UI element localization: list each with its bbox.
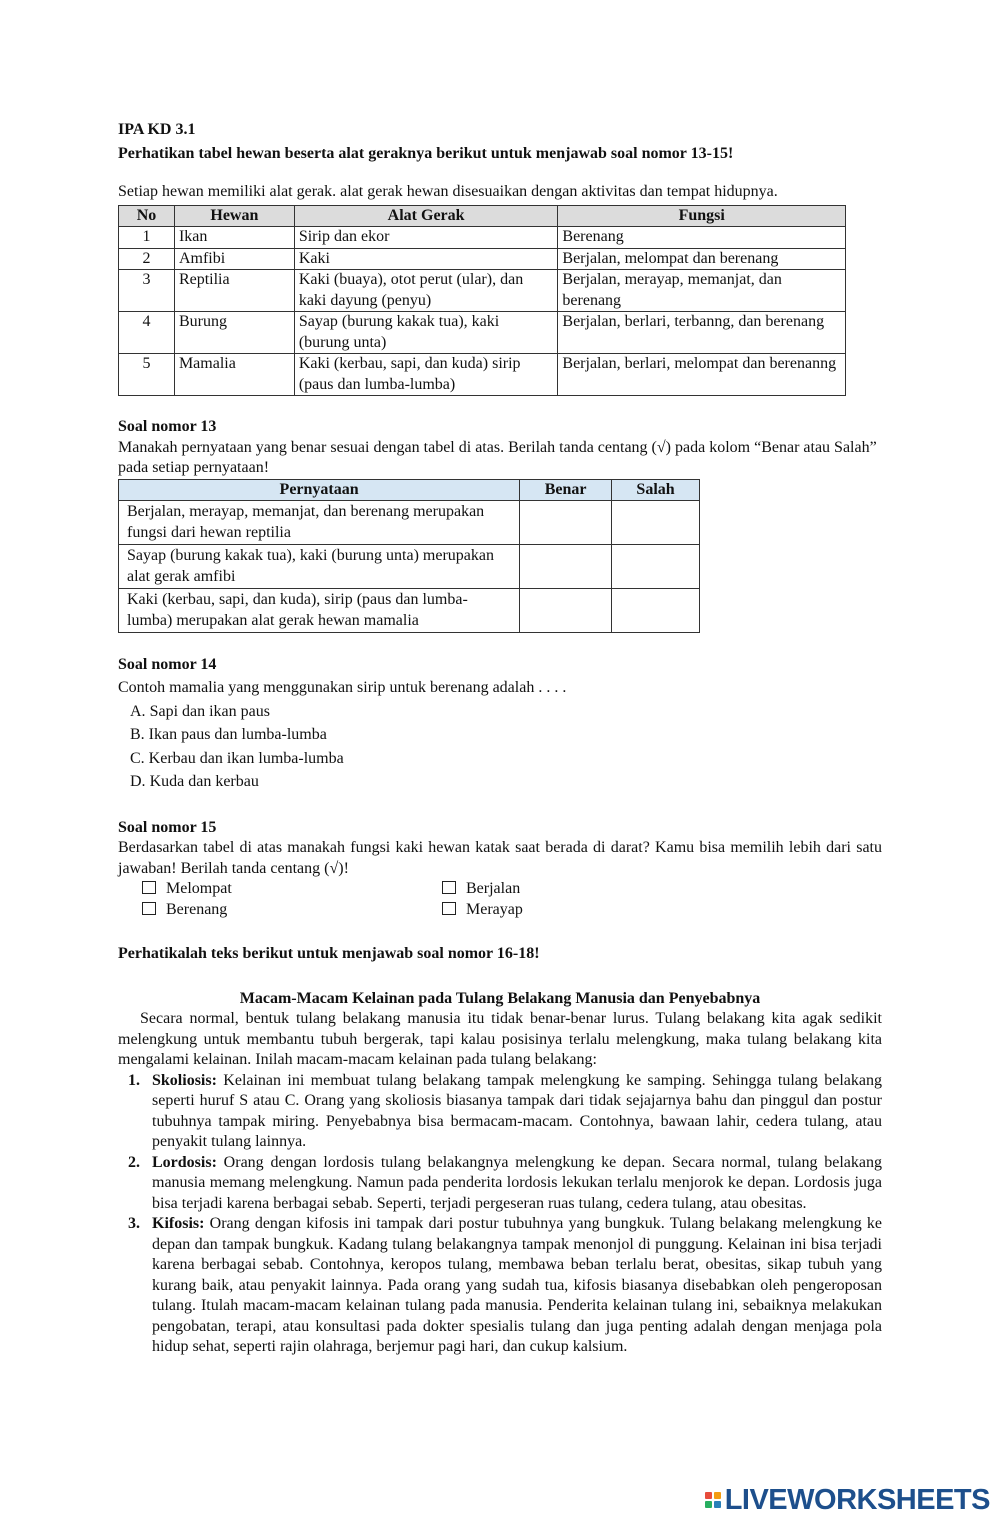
option-b[interactable] <box>130 723 882 747</box>
list-text: Orang dengan kifosis ini tampak dari postur tubuhnya yang bungkuk. Tulang belakang melengkung ke depan dan tampak bungkuk. Kadang tulang belakangnya tampak menonjol di punggung. Kelainan ini bisa terjadi karena berbagai sebab. Contohnya, keropos tulang, membawa beban terlalu berat, obesitas, sikap tubuh yang kurang baik, atau penyakit lainnya. Pada orang yang sudah tua, kifosis biasanya disebabkan oleh pengeroposan tulang. Itulah macam-macam kelainan tulang pada manusia. Penderita kelainan tulang ini, sebaiknya melakukan pengobatan, terapi, atau konsultasi pada dokter spesialis tulang dan juga penting adalah dengan menjaga pola hidup sehat, seperti rajin olahraga, berjemur pagi hari, dan cukup kalsium. <box>152 1215 882 1355</box>
cell-hewan: Burung <box>174 312 294 354</box>
option-a[interactable] <box>130 700 882 724</box>
soal14-title: Soal nomor 14 <box>118 656 217 673</box>
choice-label: Berjalan <box>466 880 521 897</box>
checkbox-icon[interactable] <box>142 902 156 915</box>
statement-row <box>119 501 700 545</box>
benar-answer-cell[interactable] <box>520 545 612 589</box>
header-no: No <box>119 205 175 227</box>
statement-text: Berjalan, merayap, memanjat, dan berenang merupakan fungsi dari hewan reptilia <box>119 501 520 545</box>
choice-berenang[interactable] <box>142 900 442 921</box>
list-term: Skoliosis: <box>152 1071 217 1089</box>
cell-fungsi: Berjalan, berlari, melompat dan berenanng <box>558 354 846 396</box>
table-header-row <box>119 205 846 227</box>
cell-hewan: Reptilia <box>174 270 294 312</box>
checkbox-icon[interactable] <box>142 881 156 894</box>
cell-alat: Kaki <box>294 248 558 270</box>
soal14-text: Contoh mamalia yang menggunakan sirip untuk berenang adalah . . . . <box>118 678 567 696</box>
salah-answer-cell[interactable] <box>612 545 700 589</box>
soal13-title: Soal nomor 13 <box>118 418 217 435</box>
statement-table <box>118 479 700 634</box>
soal13-text: Manakah pernyataan yang benar sesuai dengan tabel di atas. Berilah tanda centang (√) pada kolom “Benar atau Salah” pada setiap pernyataan! <box>118 438 877 476</box>
benar-answer-cell[interactable] <box>520 589 612 633</box>
choice-melompat[interactable] <box>142 879 442 900</box>
intro-text: Setiap hewan memiliki alat gerak. alat gerak hewan disesuaikan dengan aktivitas dan tempat hidupnya. <box>118 183 778 200</box>
list-item <box>118 1214 882 1358</box>
cell-no: 5 <box>119 354 175 396</box>
header-hewan: Hewan <box>174 205 294 227</box>
animal-table <box>118 205 846 397</box>
table-row <box>119 354 846 396</box>
header-fungsi: Fungsi <box>558 205 846 227</box>
list-number: 3. <box>128 1215 140 1232</box>
cell-no: 4 <box>119 312 175 354</box>
list-term: Kifosis: <box>152 1215 205 1232</box>
checkbox-icon[interactable] <box>442 881 456 894</box>
list-number: 1. <box>128 1071 140 1089</box>
cell-fungsi: Berjalan, melompat dan berenang <box>558 248 846 270</box>
list-text: Kelainan ini membuat tulang belakang tampak melengkung ke samping. Sehingga tulang belakang seperti huruf S atau C. Orang yang skoliosis biasanya tampak dari tidak sejajarnya bahu dan pinggul dan postur tubuhnya tampak miring. Penyebabnya bisa bermacam-macam. Contohnya, bawaan lahir, cedera tulang, atau penyakit tulang lainnya. <box>152 1071 882 1150</box>
statement-text: Sayap (burung kakak tua), kaki (burung unta) merupakan alat gerak amfibi <box>119 545 520 589</box>
cell-hewan: Mamalia <box>174 354 294 396</box>
cell-fungsi: Berjalan, berlari, terbanng, dan berenang <box>558 312 846 354</box>
list-item <box>118 1153 882 1215</box>
salah-answer-cell[interactable] <box>612 501 700 545</box>
cell-fungsi: Berenang <box>558 227 846 249</box>
cell-alat: Kaki (kerbau, sapi, dan kuda) sirip (paus dan lumba-lumba) <box>294 354 558 396</box>
list-number: 2. <box>128 1153 140 1171</box>
choice-merayap[interactable] <box>442 900 742 921</box>
option-letter: A. <box>130 702 146 720</box>
reading-list <box>118 1071 882 1358</box>
statement-row <box>119 545 700 589</box>
worksheet-page <box>118 120 882 1358</box>
cell-hewan: Ikan <box>174 227 294 249</box>
checkbox-icon[interactable] <box>442 902 456 915</box>
liveworksheets-logo <box>705 1484 990 1516</box>
cell-fungsi: Berjalan, merayap, memanjat, dan berenang <box>558 270 846 312</box>
table-row <box>119 312 846 354</box>
cell-alat: Sayap (burung kakak tua), kaki (burung unta) <box>294 312 558 354</box>
option-letter: D. <box>130 773 146 790</box>
table-row <box>119 227 846 249</box>
list-text: Orang dengan lordosis tulang belakangnya melengkung ke depan. Secara normal, tulang belakang manusia memang melengkung. Namun pada penderita lordosis lekukan terlalu menjorok ke depan. Lordosis juga bisa terjadi karena berbagai sebab. Seperti, terjadi pergeseran ruas tulang, cedera tulang, atau obesitas. <box>152 1153 882 1212</box>
choice-label: Berenang <box>166 900 228 918</box>
option-text: Kerbau dan ikan lumba-lumba <box>148 749 344 767</box>
cell-no: 1 <box>119 227 175 249</box>
soal14-options <box>130 700 882 794</box>
choice-label: Merayap <box>466 900 523 918</box>
cell-alat: Kaki (buaya), otot perut (ular), dan kaki dayung (penyu) <box>294 270 558 312</box>
list-item <box>118 1071 882 1153</box>
soal15-choices <box>142 879 882 920</box>
statement-text: Kaki (kerbau, sapi, dan kuda), sirip (paus dan lumba-lumba) merupakan alat gerak hewan mamalia <box>119 589 520 633</box>
soal15-title: Soal nomor 15 <box>118 818 217 836</box>
header-alat-gerak: Alat Gerak <box>294 205 558 227</box>
cell-hewan: Amfibi <box>174 248 294 270</box>
statement-row <box>119 589 700 633</box>
reading-title: Macam-Macam Kelainan pada Tulang Belakang Manusia dan Penyebabnya <box>239 989 761 1007</box>
logo-text: LIVEWORKSHEETS <box>724 1484 990 1516</box>
cell-alat: Sirip dan ekor <box>294 227 558 249</box>
cell-no: 2 <box>119 248 175 270</box>
benar-answer-cell[interactable] <box>520 501 612 545</box>
option-text: Kuda dan kerbau <box>149 773 259 790</box>
instruction-heading: Perhatikan tabel hewan beserta alat geraknya berikut untuk menjawab soal nomor 13-15! <box>118 144 734 162</box>
choice-label: Melompat <box>166 880 232 897</box>
table-row <box>119 248 846 270</box>
choice-berjalan[interactable] <box>442 879 742 900</box>
option-letter: C. <box>130 749 145 767</box>
statement-header-row <box>119 479 700 501</box>
reading-intro: Secara normal, bentuk tulang belakang manusia itu tidak benar-benar lurus. Tulang belakang kita agak sedikit melengkung untuk membantu tubuh bergerak, tapi kalau posisinya terlalu melengkung, maka tulang belakang kita mengalami kelainan. Inilah macam-macam kelainan pada tulang belakang: <box>118 1010 882 1068</box>
option-c[interactable] <box>130 747 882 771</box>
option-d[interactable] <box>130 770 882 794</box>
soal15-text: Berdasarkan tabel di atas manakah fungsi kaki hewan katak saat berada di darat? Kamu bisa memilih lebih dari satu jawaban! Berilah tanda centang (√)! <box>118 839 882 877</box>
option-text: Sapi dan ikan paus <box>149 702 270 720</box>
table-row <box>119 270 846 312</box>
logo-mark-icon <box>705 1492 721 1508</box>
option-text: Ikan paus dan lumba-lumba <box>148 726 327 743</box>
option-letter: B. <box>130 726 145 743</box>
cell-no: 3 <box>119 270 175 312</box>
salah-answer-cell[interactable] <box>612 589 700 633</box>
header-salah: Salah <box>612 479 700 501</box>
list-term: Lordosis: <box>152 1153 217 1171</box>
reading-instruction: Perhatikalah teks berikut untuk menjawab soal nomor 16-18! <box>118 945 540 962</box>
header-benar: Benar <box>520 479 612 501</box>
header-pernyataan: Pernyataan <box>119 479 520 501</box>
kd-heading: IPA KD 3.1 <box>118 121 196 138</box>
